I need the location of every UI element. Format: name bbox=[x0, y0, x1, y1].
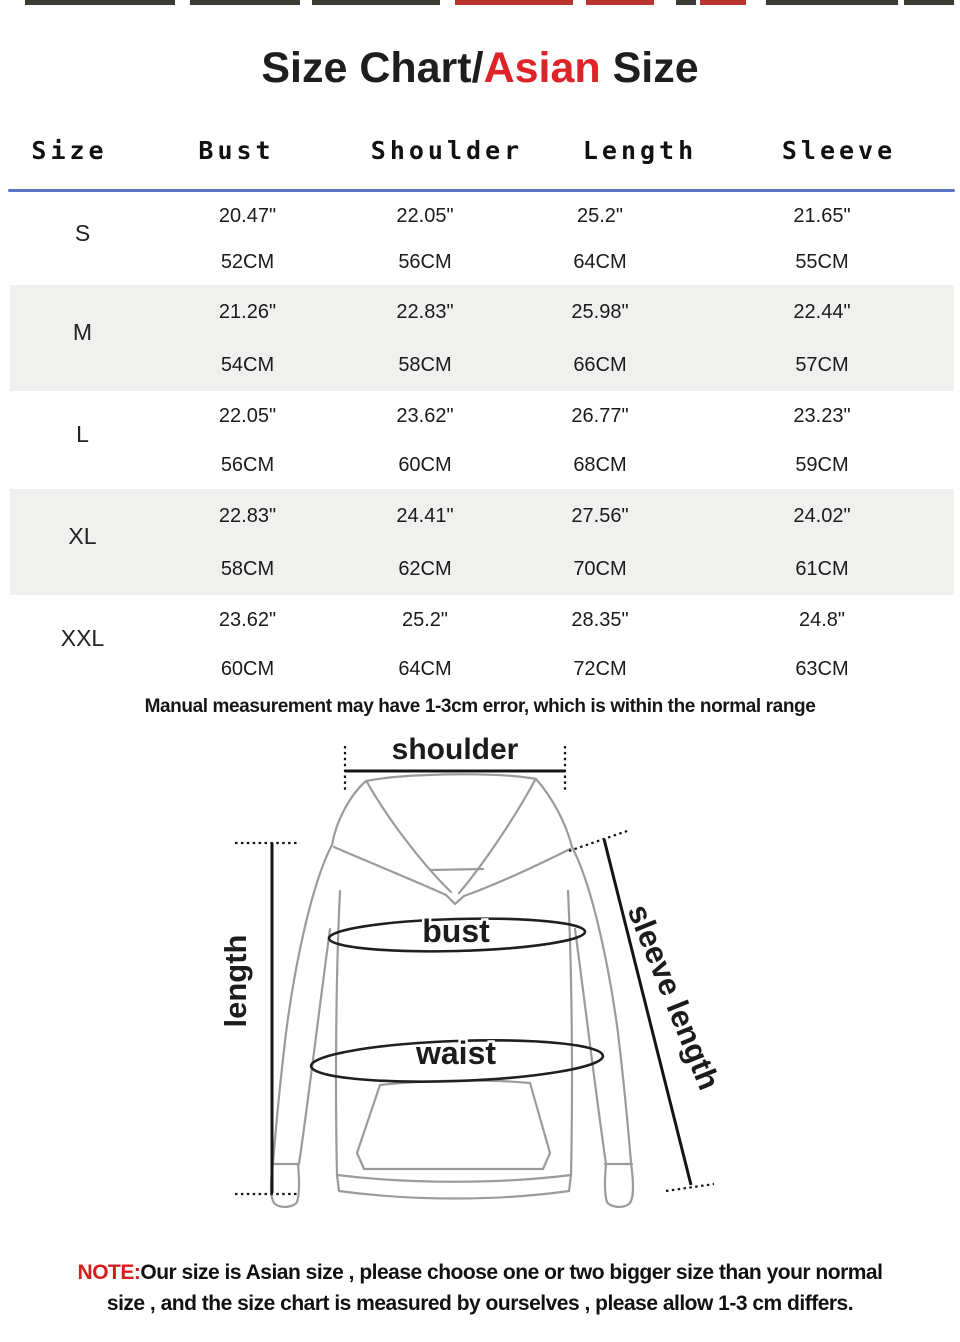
value-cm: 52CM bbox=[220, 251, 275, 273]
footer-line-2 bbox=[0, 1288, 960, 1319]
note-label: NOTE: bbox=[77, 1261, 141, 1284]
sleeve-tick-top bbox=[569, 830, 630, 851]
shoulder-cell bbox=[340, 285, 510, 391]
value-cm: 60CM bbox=[398, 453, 452, 476]
value-cm: 59CM bbox=[795, 453, 849, 476]
hoodie-outline bbox=[271, 774, 633, 1207]
col-header-bust: Bust bbox=[198, 135, 275, 165]
length-cell bbox=[510, 391, 690, 489]
sleeve-cell bbox=[690, 595, 954, 693]
length-cell bbox=[510, 489, 690, 595]
size-table-header bbox=[10, 128, 954, 172]
value-cm: 62CM bbox=[398, 557, 452, 580]
shoulder-cell bbox=[340, 391, 510, 489]
value-inches: 23.62" bbox=[396, 404, 454, 427]
cropped-banner-fragment bbox=[25, 0, 175, 5]
col-header-sleeve: Sleeve bbox=[781, 135, 897, 165]
value-inches: 28.35" bbox=[571, 608, 629, 631]
value-cm: 61CM bbox=[795, 557, 849, 580]
page-title bbox=[0, 44, 960, 93]
value-inches: 22.83" bbox=[218, 504, 277, 527]
footer-text-1: Our size is Asian size , please choose one or two bigger size than your normal bbox=[140, 1261, 883, 1284]
sleeve-cell bbox=[690, 193, 954, 285]
table-row-l bbox=[10, 391, 954, 489]
col-header-shoulder: Shoulder bbox=[370, 135, 524, 165]
title-text: Size Chart/ bbox=[261, 44, 484, 92]
cropped-banner-fragment bbox=[586, 0, 654, 5]
value-cm: 57CM bbox=[795, 353, 849, 376]
cropped-banner-fragment bbox=[455, 0, 573, 5]
size-label: L bbox=[76, 420, 89, 447]
value-inches: 22.44" bbox=[793, 300, 851, 323]
value-inches: 23.62" bbox=[218, 608, 277, 631]
value-inches: 24.02" bbox=[793, 504, 851, 527]
value-inches: 26.77" bbox=[571, 404, 629, 427]
value-inches: 27.56" bbox=[571, 504, 629, 527]
size-label: S bbox=[74, 219, 91, 246]
table-row-m bbox=[10, 285, 954, 391]
footer-text-2: size , and the size chart is measured by ourselves , please allow 1-3 cm differs. bbox=[106, 1292, 854, 1315]
value-cm: 64CM bbox=[398, 657, 452, 680]
title-text-suffix: Size bbox=[600, 44, 699, 92]
value-inches: 21.65" bbox=[793, 205, 851, 227]
shoulder-cell bbox=[340, 595, 510, 693]
value-inches: 25.98" bbox=[571, 300, 629, 323]
bust-cell bbox=[155, 391, 340, 489]
value-inches: 22.05" bbox=[396, 205, 454, 227]
value-cm: 64CM bbox=[573, 251, 627, 273]
value-cm: 68CM bbox=[573, 453, 627, 476]
size-label: M bbox=[72, 318, 93, 345]
value-inches: 24.8" bbox=[798, 608, 846, 631]
size-label: XXL bbox=[60, 624, 105, 651]
value-cm: 55CM bbox=[795, 251, 849, 273]
value-cm: 63CM bbox=[795, 657, 849, 680]
bust-cell bbox=[155, 193, 340, 285]
value-inches: 21.26" bbox=[218, 300, 277, 323]
value-cm: 66CM bbox=[573, 353, 627, 376]
value-cm: 56CM bbox=[398, 251, 452, 273]
value-inches: 22.83" bbox=[396, 300, 454, 323]
value-inches: 25.2" bbox=[401, 608, 449, 631]
cropped-banner-fragment bbox=[676, 0, 696, 5]
sleeve-cell bbox=[690, 489, 954, 595]
length-cell bbox=[510, 595, 690, 693]
value-cm: 60CM bbox=[220, 657, 275, 680]
footer-line-1 bbox=[0, 1257, 960, 1288]
cropped-banner-strip bbox=[0, 0, 960, 6]
cropped-banner-fragment bbox=[312, 0, 440, 5]
value-cm: 70CM bbox=[573, 557, 627, 580]
bust-cell bbox=[155, 595, 340, 693]
value-cm: 58CM bbox=[398, 353, 452, 376]
shoulder-cell bbox=[340, 193, 510, 285]
bust-cell bbox=[155, 285, 340, 391]
sleeve-length-label: sleeve length bbox=[620, 899, 727, 1095]
cropped-banner-fragment bbox=[766, 0, 898, 5]
value-cm: 56CM bbox=[220, 453, 275, 476]
length-cell bbox=[510, 193, 690, 285]
table-row-xxl bbox=[10, 595, 954, 693]
col-header-size: Size bbox=[31, 135, 108, 165]
value-inches: 24.41" bbox=[396, 504, 454, 527]
title-highlight: Asian bbox=[483, 44, 601, 92]
shoulder-label: shoulder bbox=[391, 733, 519, 766]
size-label: XL bbox=[68, 522, 97, 549]
waist-label: waist bbox=[415, 1035, 497, 1071]
length-label: length bbox=[218, 934, 253, 1028]
table-row-s bbox=[10, 193, 954, 285]
value-cm: 72CM bbox=[573, 657, 627, 680]
size-table-body bbox=[10, 193, 954, 693]
value-inches: 20.47" bbox=[218, 205, 277, 227]
cropped-banner-fragment bbox=[904, 0, 954, 5]
value-inches: 22.05" bbox=[218, 404, 277, 427]
cropped-banner-fragment bbox=[700, 0, 746, 5]
footer-note bbox=[0, 1257, 960, 1319]
value-inches: 25.2" bbox=[576, 205, 624, 227]
table-row-xl bbox=[10, 489, 954, 595]
sleeve-cell bbox=[690, 285, 954, 391]
value-inches: 23.23" bbox=[793, 404, 851, 427]
shoulder-cell bbox=[340, 489, 510, 595]
sleeve-cell bbox=[690, 391, 954, 489]
bust-label: bust bbox=[422, 913, 490, 949]
measurement-note: Manual measurement may have 1-3cm error, which is within the normal range bbox=[144, 696, 816, 717]
value-cm: 54CM bbox=[220, 353, 275, 376]
value-cm: 58CM bbox=[220, 557, 275, 580]
length-cell bbox=[510, 285, 690, 391]
bust-cell bbox=[155, 489, 340, 595]
col-header-length: Length bbox=[582, 135, 698, 165]
cropped-banner-fragment bbox=[190, 0, 300, 5]
measurement-lines bbox=[235, 746, 714, 1194]
hoodie-measurement-diagram bbox=[180, 723, 780, 1248]
